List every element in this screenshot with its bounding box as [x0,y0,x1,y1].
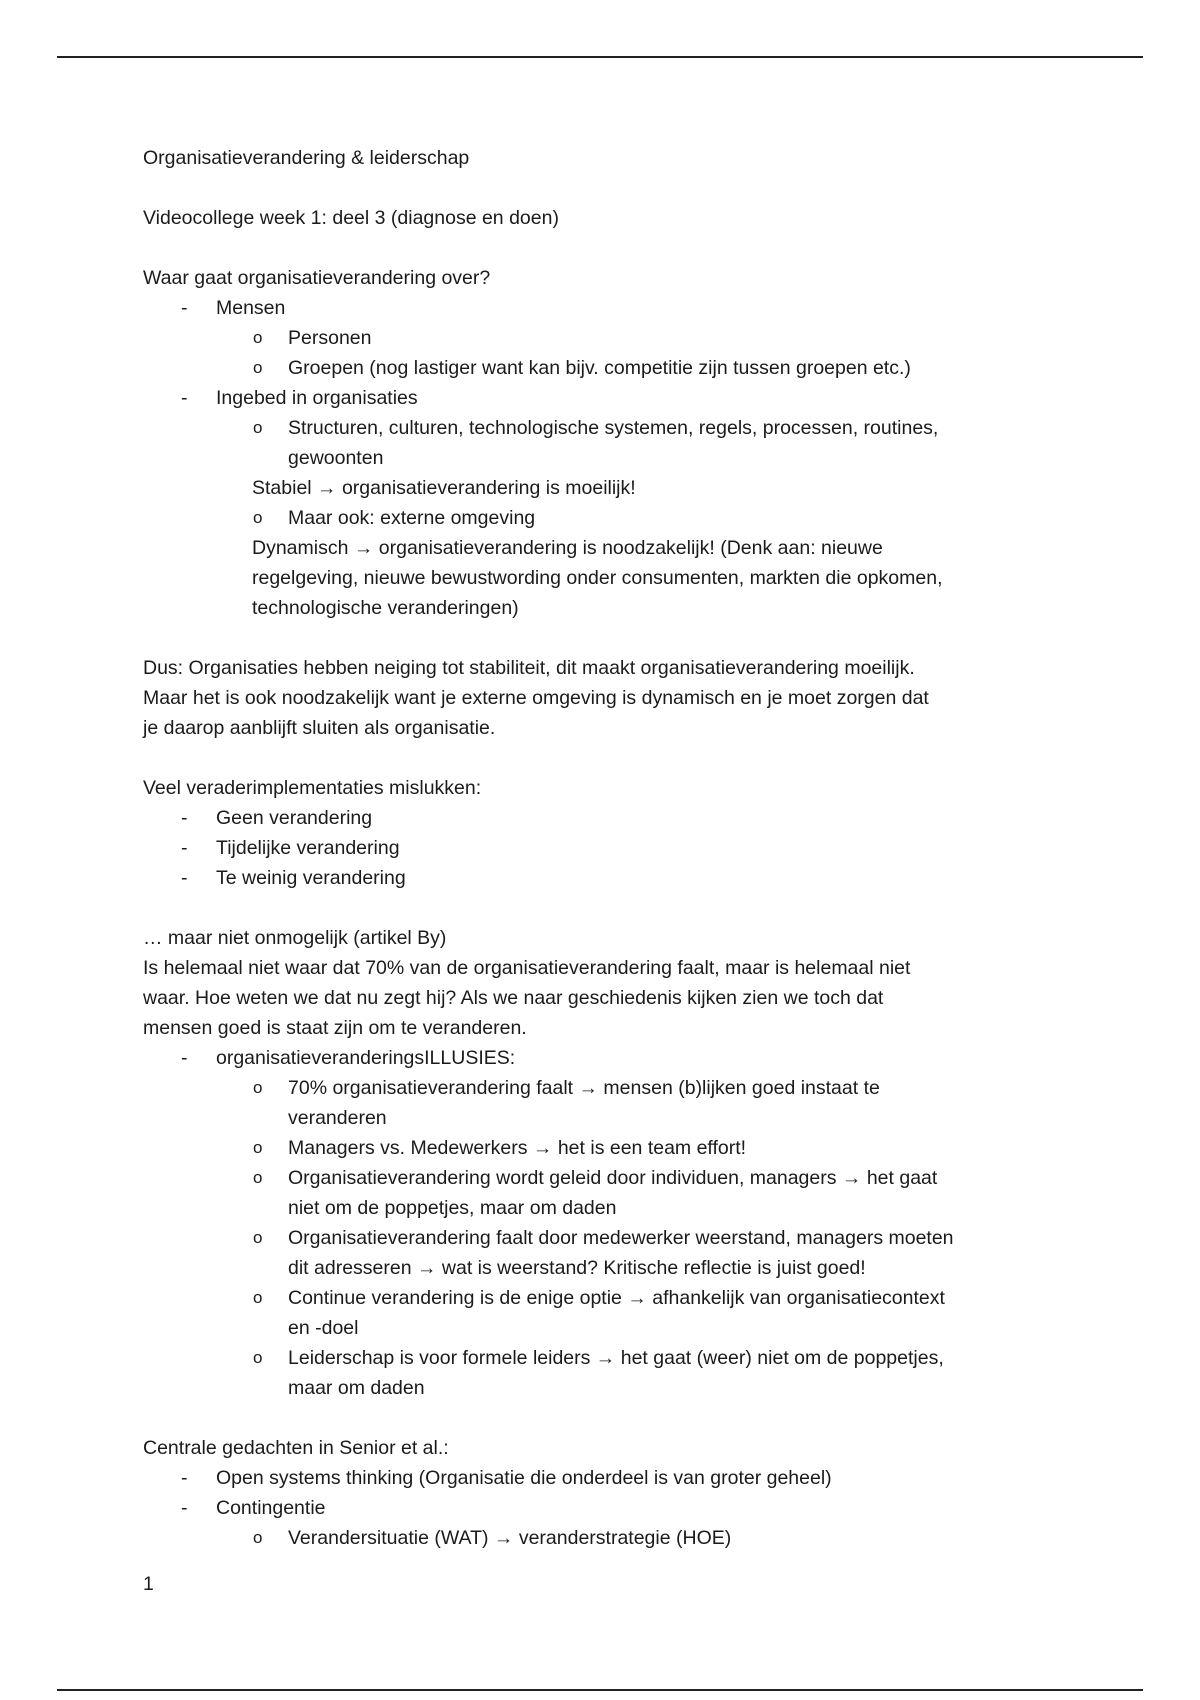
list-item-text: Tijdelijke verandering [216,837,400,859]
sub-list-item-text: 70% organisatieverandering faalt → mensen (b)lijken goed instaat te [288,1077,880,1099]
dash-bullet: - [181,1467,188,1489]
sub-list-item [143,1283,1083,1313]
paragraph-line: Is helemaal niet waar dat 70% van de organisatieverandering faalt, maar is helemaal niet [143,957,911,979]
sub-list-item-text: en -doel [288,1317,359,1339]
list-item [143,833,1083,863]
dash-bullet: - [181,297,188,319]
sub-list-item [143,1523,1083,1553]
sub-list-item-text: maar om daden [288,1377,425,1399]
paragraph-line: mensen goed is staat zijn om te veranderen. [143,1017,527,1039]
list-item-text: Te weinig verandering [216,867,406,889]
spacer [143,743,1083,773]
dash-bullet: - [181,807,188,829]
list-item-text: Mensen [216,297,286,319]
header-rule [57,56,1143,58]
dash-bullet: - [181,1497,188,1519]
sub-list-item-continuation [143,1193,1083,1223]
circle-bullet: o [253,1528,263,1547]
sub-list-item-text: Organisatieverandering faalt door medewerker weerstand, managers moeten [288,1227,954,1249]
document-body [143,143,1083,1553]
sub-list-item-text: Verandersituatie (WAT) → veranderstrategie (HOE) [288,1527,732,1549]
sub-list-item [143,1163,1083,1193]
footer-rule [57,1689,1143,1691]
sub-list-item [143,353,1083,383]
sub-list-item [143,1133,1083,1163]
sub-list-item-text: Groepen (nog lastiger want kan bijv. competitie zijn tussen groepen etc.) [288,357,911,379]
circle-bullet: o [253,1288,263,1307]
spacer [143,623,1083,653]
section-heading: Waar gaat organisatieverandering over? [143,267,491,289]
sub-list-item-text: Structuren, culturen, technologische systemen, regels, processen, routines, [288,417,939,439]
sub-list-item-text: dit adresseren → wat is weerstand? Kritische reflectie is juist goed! [288,1257,866,1279]
circle-bullet: o [253,508,263,527]
sub-list-item-text: Personen [288,327,372,349]
circle-bullet: o [253,418,263,437]
document-subtitle: Videocollege week 1: deel 3 (diagnose en doen) [143,207,559,229]
spacer [143,173,1083,203]
indented-note: Stabiel → organisatieverandering is moeilijk! [252,477,636,499]
list-item-text: Geen verandering [216,807,373,829]
sub-list-item [143,413,1083,443]
page-number: 1 [143,1573,154,1595]
sub-list-item-continuation [143,1103,1083,1133]
sub-list-item [143,1343,1083,1373]
sub-list-item-text: niet om de poppetjes, maar om daden [288,1197,617,1219]
sub-list-item-continuation [143,1253,1083,1283]
sub-list-item-text: Organisatieverandering wordt geleid door individuen, managers → het gaat [288,1167,938,1189]
circle-bullet: o [253,328,263,347]
paragraph-line: je daarop aanblijft sluiten als organisatie. [143,717,496,739]
list-item [143,803,1083,833]
list-item [143,293,1083,323]
sub-list-item [143,503,1083,533]
sub-list-item-continuation [143,1313,1083,1343]
circle-bullet: o [253,1228,263,1247]
section-heading: Veel veraderimplementaties mislukken: [143,777,482,799]
list-item-text: Contingentie [216,1497,326,1519]
circle-bullet: o [253,1078,263,1097]
sub-list-item-continuation [143,1373,1083,1403]
sub-list-item-text: Managers vs. Medewerkers → het is een team effort! [288,1137,747,1159]
document-title: Organisatieverandering & leiderschap [143,147,470,169]
list-item-text: Ingebed in organisaties [216,387,418,409]
sub-list-item-continuation [143,443,1083,473]
sub-list-item-text: Continue verandering is de enige optie → afhankelijk van organisatiecontext [288,1287,945,1309]
list-item [143,1463,1083,1493]
sub-list-item-text: veranderen [288,1107,387,1129]
list-item-text: organisatieveranderingsILLUSIES: [216,1047,516,1069]
list-item [143,863,1083,893]
paragraph-line: waar. Hoe weten we dat nu zegt hij? Als we naar geschiedenis kijken zien we toch dat [143,987,884,1009]
list-item-text: Open systems thinking (Organisatie die onderdeel is van groter geheel) [216,1467,832,1489]
indented-note: technologische veranderingen) [252,597,519,619]
dash-bullet: - [181,837,188,859]
circle-bullet: o [253,1168,263,1187]
sub-list-item-text: Leiderschap is voor formele leiders → het gaat (weer) niet om de poppetjes, [288,1347,944,1369]
paragraph-line: Dus: Organisaties hebben neiging tot stabiliteit, dit maakt organisatieverandering moeilijk. [143,657,915,679]
dash-bullet: - [181,1047,188,1069]
spacer [143,893,1083,923]
circle-bullet: o [253,358,263,377]
dash-bullet: - [181,867,188,889]
list-item [143,383,1083,413]
indented-note: Dynamisch → organisatieverandering is noodzakelijk! (Denk aan: nieuwe [252,537,883,559]
indented-note: regelgeving, nieuwe bewustwording onder consumenten, markten die opkomen, [252,567,943,589]
sub-list-item-text: Maar ook: externe omgeving [288,507,536,529]
sub-list-item [143,1073,1083,1103]
circle-bullet: o [253,1138,263,1157]
section-heading: … maar niet onmogelijk (artikel By) [143,927,447,949]
list-item [143,1043,1083,1073]
circle-bullet: o [253,1348,263,1367]
paragraph-line: Maar het is ook noodzakelijk want je externe omgeving is dynamisch en je moet zorgen dat [143,687,929,709]
spacer [143,1403,1083,1433]
sub-list-item [143,323,1083,353]
section-heading: Centrale gedachten in Senior et al.: [143,1437,449,1459]
spacer [143,233,1083,263]
list-item [143,1493,1083,1523]
dash-bullet: - [181,387,188,409]
sub-list-item-text: gewoonten [288,447,384,469]
sub-list-item [143,1223,1083,1253]
